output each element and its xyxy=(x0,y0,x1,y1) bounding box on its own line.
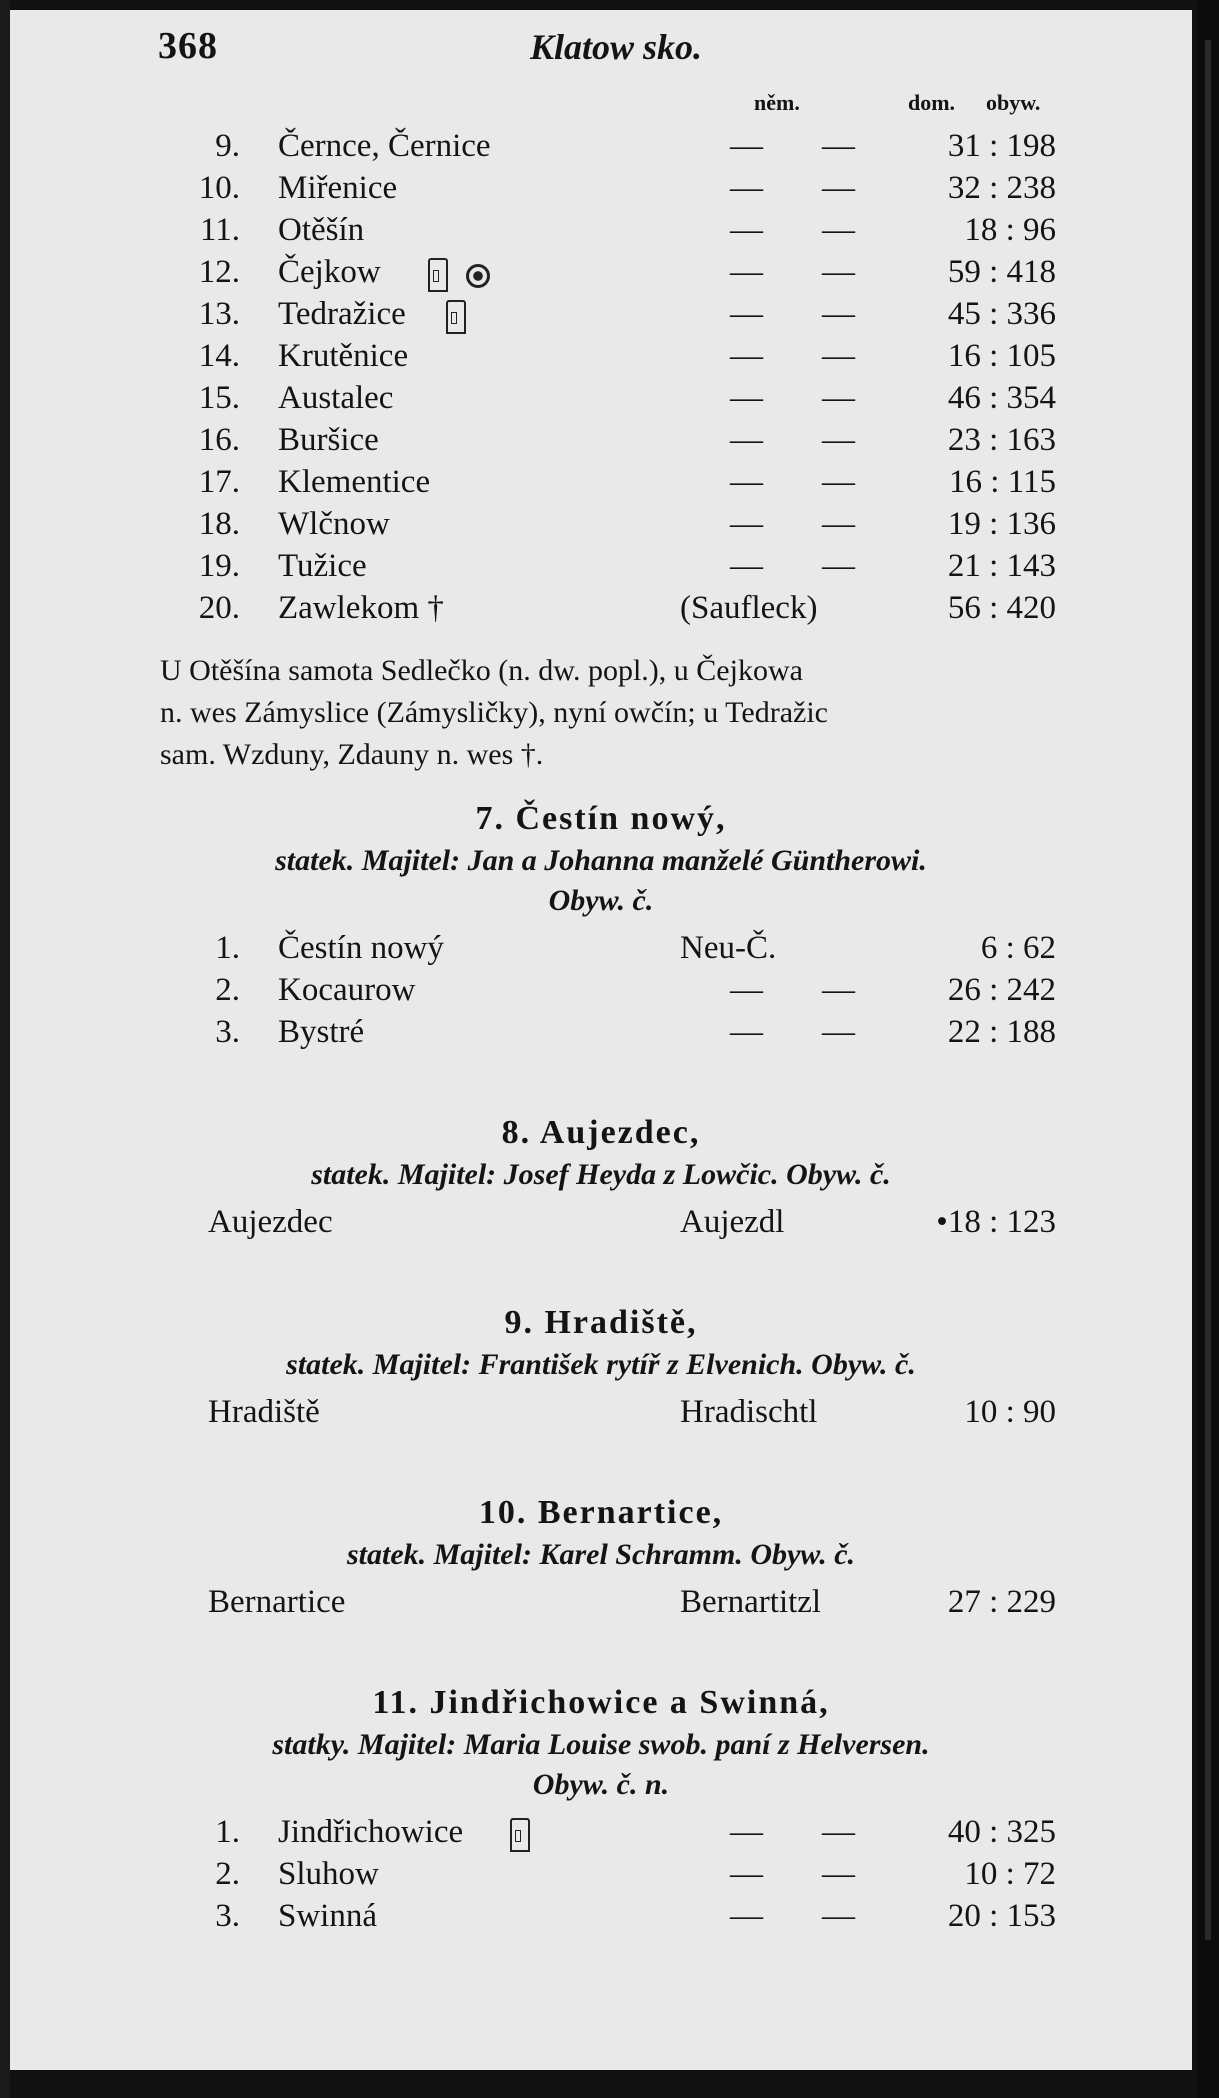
row-number: 13. xyxy=(198,296,240,332)
house-count: 6 xyxy=(980,930,998,966)
inhabitant-count: 123 xyxy=(1006,1204,1056,1240)
ratio-separator: : xyxy=(980,422,1007,458)
row-number: 3. xyxy=(215,1014,240,1050)
ratio-separator: : xyxy=(980,380,1007,416)
inhabitant-count: 198 xyxy=(1006,128,1056,164)
population-value xyxy=(890,464,1056,501)
house-count: 23 xyxy=(947,422,981,458)
book-page xyxy=(10,10,1192,2070)
ratio-separator: : xyxy=(980,1014,1007,1050)
house-count: 10 xyxy=(964,1856,998,1892)
place-name: Buršice xyxy=(278,422,379,458)
population-value xyxy=(890,338,1056,375)
ratio-separator: : xyxy=(980,254,1007,290)
ditto-mark: — xyxy=(730,1856,763,1892)
population-value xyxy=(890,212,1056,249)
ratio-separator: : xyxy=(982,464,1008,500)
ditto-mark: — xyxy=(730,422,763,458)
population-value xyxy=(890,1014,1056,1051)
section-title: 10. Bernartice, xyxy=(478,1494,724,1531)
table-row xyxy=(10,212,1192,254)
table-row xyxy=(10,254,1192,296)
table-row xyxy=(10,170,1192,212)
ditto-mark: — xyxy=(822,338,855,374)
row-number: 1. xyxy=(215,1814,240,1850)
ratio-separator: : xyxy=(980,548,1007,584)
place-name: Otěšín xyxy=(278,212,365,248)
ratio-separator: : xyxy=(980,1814,1007,1850)
row-number: 16. xyxy=(198,422,240,458)
table-row xyxy=(10,1204,1192,1246)
table-row xyxy=(10,1584,1192,1626)
table-row xyxy=(10,128,1192,170)
inhabitant-count: 105 xyxy=(1006,338,1056,374)
column-header-nem: něm. xyxy=(754,90,800,115)
inhabitant-count: 418 xyxy=(1006,254,1056,290)
house-count: 46 xyxy=(947,380,981,416)
german-name: Hradischtl xyxy=(680,1394,818,1430)
inhabitant-count: 238 xyxy=(1006,170,1056,206)
ditto-mark: — xyxy=(822,212,855,248)
ditto-mark: — xyxy=(730,338,763,374)
ditto-mark: — xyxy=(822,296,855,332)
ratio-separator: : xyxy=(980,338,1007,374)
ditto-mark: — xyxy=(822,380,855,416)
place-name: Bystré xyxy=(278,1014,365,1050)
place-name: Čejkow xyxy=(278,254,381,290)
ditto-mark: — xyxy=(822,422,855,458)
population-value xyxy=(890,1814,1056,1851)
table-row xyxy=(10,1856,1192,1898)
row-number: 15. xyxy=(198,380,240,416)
page-number: 368 xyxy=(158,25,218,67)
row-number: 18. xyxy=(198,506,240,542)
ratio-separator: : xyxy=(980,1898,1007,1934)
inhabitant-count: 96 xyxy=(1023,212,1056,248)
ratio-separator: : xyxy=(980,972,1007,1008)
inhabitant-count: 354 xyxy=(1006,380,1056,416)
place-name: Krutěnice xyxy=(278,338,409,374)
ditto-mark: — xyxy=(730,1814,763,1850)
place-name: Miřenice xyxy=(278,170,398,206)
place-name: Swinná xyxy=(278,1898,377,1934)
ditto-mark: — xyxy=(730,464,763,500)
house-count: 10 xyxy=(964,1394,998,1430)
population-value xyxy=(890,1856,1056,1893)
house-count: 56 xyxy=(947,590,981,626)
ditto-mark: — xyxy=(822,972,855,1008)
population-value xyxy=(890,128,1056,165)
table-row xyxy=(10,548,1192,590)
population-value xyxy=(890,1584,1056,1621)
place-name: Tedražice xyxy=(278,296,406,332)
house-count: 19 xyxy=(947,506,981,542)
ratio-separator: : xyxy=(980,128,1007,164)
inhabitant-count: 115 xyxy=(1007,464,1056,500)
ratio-separator: : xyxy=(997,930,1023,966)
running-header xyxy=(10,10,1192,67)
ditto-mark: — xyxy=(822,506,855,542)
population-value xyxy=(890,1394,1056,1431)
population-value xyxy=(890,1898,1056,1935)
row-number: 10. xyxy=(198,170,240,206)
owner-line: statek. Majitel: Jan a Johanna manželé Güntherowi. xyxy=(275,844,927,877)
row-number: 20. xyxy=(198,590,240,626)
population-value xyxy=(890,590,1056,627)
table-row xyxy=(10,338,1192,380)
house-count: 26 xyxy=(947,972,981,1008)
ditto-mark: — xyxy=(730,128,763,164)
population-value xyxy=(890,380,1056,417)
ditto-mark: — xyxy=(822,1856,855,1892)
section-title: 11. Jindřichowice a Swinná, xyxy=(372,1684,830,1721)
owner-line: statek. Majitel: Josef Heyda z Lowčic. Obyw. č. xyxy=(311,1158,891,1191)
ditto-mark: — xyxy=(822,548,855,584)
population-value xyxy=(890,972,1056,1009)
population-value xyxy=(890,422,1056,459)
column-header-dom: dom. xyxy=(908,90,956,115)
ditto-mark: — xyxy=(730,380,763,416)
inhabitant-count: 62 xyxy=(1023,930,1056,966)
section-title: 7. Čestín nowý, xyxy=(475,800,727,837)
table-row xyxy=(10,1014,1192,1056)
scan-left-edge xyxy=(0,0,10,2098)
place-name: Klementice xyxy=(278,464,431,500)
ratio-separator: : xyxy=(980,1204,1007,1240)
ditto-mark: — xyxy=(822,1814,855,1850)
castle-icon xyxy=(446,300,466,334)
ditto-mark: — xyxy=(822,464,855,500)
place-name: Zawlekom † xyxy=(278,590,444,626)
note-line: U Otěšína samota Sedlečko (n. dw. popl.), u Čejkowa xyxy=(160,654,803,687)
population-value xyxy=(890,506,1056,543)
place-name: Bernartice xyxy=(208,1584,346,1620)
ditto-mark: — xyxy=(822,128,855,164)
inhabitant-count: 242 xyxy=(1006,972,1056,1008)
table-row xyxy=(10,506,1192,548)
place-name: Wlčnow xyxy=(278,506,390,542)
inhabitant-count: 72 xyxy=(1023,1856,1056,1892)
table-row xyxy=(10,1814,1192,1856)
place-name: Kocaurow xyxy=(278,972,416,1008)
population-value xyxy=(890,170,1056,207)
table-row xyxy=(10,422,1192,464)
house-count: 20 xyxy=(947,1898,981,1934)
table-row xyxy=(10,380,1192,422)
ratio-separator: : xyxy=(980,506,1007,542)
ditto-mark: — xyxy=(822,170,855,206)
owner-line: statek. Majitel: František rytíř z Elvenich. Obyw. č. xyxy=(286,1348,916,1381)
place-name: Sluhow xyxy=(278,1856,379,1892)
note-paragraph xyxy=(160,650,1060,776)
ratio-separator: : xyxy=(997,212,1023,248)
section-title: 9. Hradiště, xyxy=(504,1304,698,1341)
row-number: 1. xyxy=(215,930,240,966)
german-name: Bernartitzl xyxy=(680,1584,822,1620)
german-name: (Saufleck) xyxy=(680,590,818,626)
table-row xyxy=(10,1898,1192,1940)
table-row xyxy=(10,1394,1192,1436)
castle-icon xyxy=(428,258,448,292)
ditto-mark: — xyxy=(822,1898,855,1934)
running-title: Klatow sko. xyxy=(530,27,703,67)
ratio-separator: : xyxy=(980,170,1007,206)
table-row xyxy=(10,296,1192,338)
house-count: 31 xyxy=(947,128,981,164)
ratio-separator: : xyxy=(997,1394,1023,1430)
castle-icon xyxy=(510,1818,530,1852)
inhabitant-count: 90 xyxy=(1023,1394,1056,1430)
house-count: 16 xyxy=(949,464,983,500)
ditto-mark: — xyxy=(730,1014,763,1050)
inhabitant-count: 336 xyxy=(1006,296,1056,332)
house-count: 27 xyxy=(947,1584,981,1620)
population-value xyxy=(890,296,1056,333)
row-number: 14. xyxy=(198,338,240,374)
ratio-separator: : xyxy=(980,296,1007,332)
row-number: 11. xyxy=(199,212,240,248)
place-name: Hradiště xyxy=(208,1394,320,1430)
place-name: Jindřichowice xyxy=(278,1814,464,1850)
population-value xyxy=(890,1204,1056,1241)
row-number: 2. xyxy=(215,972,240,1008)
inhabitant-count: 136 xyxy=(1006,506,1056,542)
table-row xyxy=(10,930,1192,972)
ditto-mark: — xyxy=(730,170,763,206)
table-row xyxy=(10,590,1192,632)
row-number: 17. xyxy=(198,464,240,500)
scan-right-margin xyxy=(1197,0,1219,2098)
population-value xyxy=(890,548,1056,585)
owner-line: Obyw. č. n. xyxy=(532,1768,670,1801)
place-name: Tužice xyxy=(278,548,367,584)
inhabitant-count: 188 xyxy=(1006,1014,1056,1050)
house-count: 45 xyxy=(947,296,981,332)
inhabitant-count: 229 xyxy=(1006,1584,1056,1620)
owner-line: statek. Majitel: Karel Schramm. Obyw. č. xyxy=(346,1538,856,1571)
place-name: Černce, Černice xyxy=(278,128,491,164)
inhabitant-count: 325 xyxy=(1006,1814,1056,1850)
place-name: Aujezdec xyxy=(208,1204,333,1240)
owner-line: statky. Majitel: Maria Louise swob. paní z Helversen. xyxy=(272,1728,930,1761)
row-number: 2. xyxy=(215,1856,240,1892)
ratio-separator: : xyxy=(997,1856,1023,1892)
house-count: 32 xyxy=(947,170,981,206)
ditto-mark: — xyxy=(822,254,855,290)
ditto-mark: — xyxy=(730,212,763,248)
house-count: 21 xyxy=(947,548,981,584)
ditto-mark: — xyxy=(730,548,763,584)
row-number: 19. xyxy=(198,548,240,584)
inhabitant-count: 153 xyxy=(1006,1898,1056,1934)
ditto-mark: — xyxy=(730,506,763,542)
table-row xyxy=(10,464,1192,506)
row-number: 12. xyxy=(198,254,240,290)
owner-line: Obyw. č. xyxy=(548,884,654,917)
ditto-mark: — xyxy=(822,1014,855,1050)
place-name: Čestín nowý xyxy=(278,930,444,966)
section-title: 8. Aujezdec, xyxy=(501,1114,701,1151)
house-count: 22 xyxy=(947,1014,981,1050)
parish-icon xyxy=(466,264,490,288)
row-number: 9. xyxy=(215,128,240,164)
german-name: Aujezdl xyxy=(680,1204,785,1240)
house-count: 16 xyxy=(947,338,981,374)
population-value xyxy=(890,930,1056,967)
inhabitant-count: 163 xyxy=(1006,422,1056,458)
ditto-mark: — xyxy=(730,254,763,290)
ratio-separator: : xyxy=(980,590,1007,626)
column-header-obyv: obyw. xyxy=(986,90,1041,115)
ditto-mark: — xyxy=(730,1898,763,1934)
ditto-mark: — xyxy=(730,296,763,332)
ditto-mark: — xyxy=(730,972,763,1008)
place-name: Austalec xyxy=(278,380,394,416)
inhabitant-count: 420 xyxy=(1006,590,1056,626)
german-name: Neu-Č. xyxy=(680,930,777,966)
note-line: n. wes Zámyslice (Zámysličky), nyní owčín; u Tedražic xyxy=(160,696,828,729)
house-count: 40 xyxy=(947,1814,981,1850)
house-count: 59 xyxy=(947,254,981,290)
ratio-separator: : xyxy=(980,1584,1007,1620)
table-row xyxy=(10,972,1192,1014)
note-line: sam. Wzduny, Zdauny n. wes †. xyxy=(160,738,544,771)
house-count: •18 xyxy=(936,1204,981,1240)
house-count: 18 xyxy=(964,212,998,248)
row-number: 3. xyxy=(215,1898,240,1934)
inhabitant-count: 143 xyxy=(1006,548,1056,584)
population-value xyxy=(890,254,1056,291)
